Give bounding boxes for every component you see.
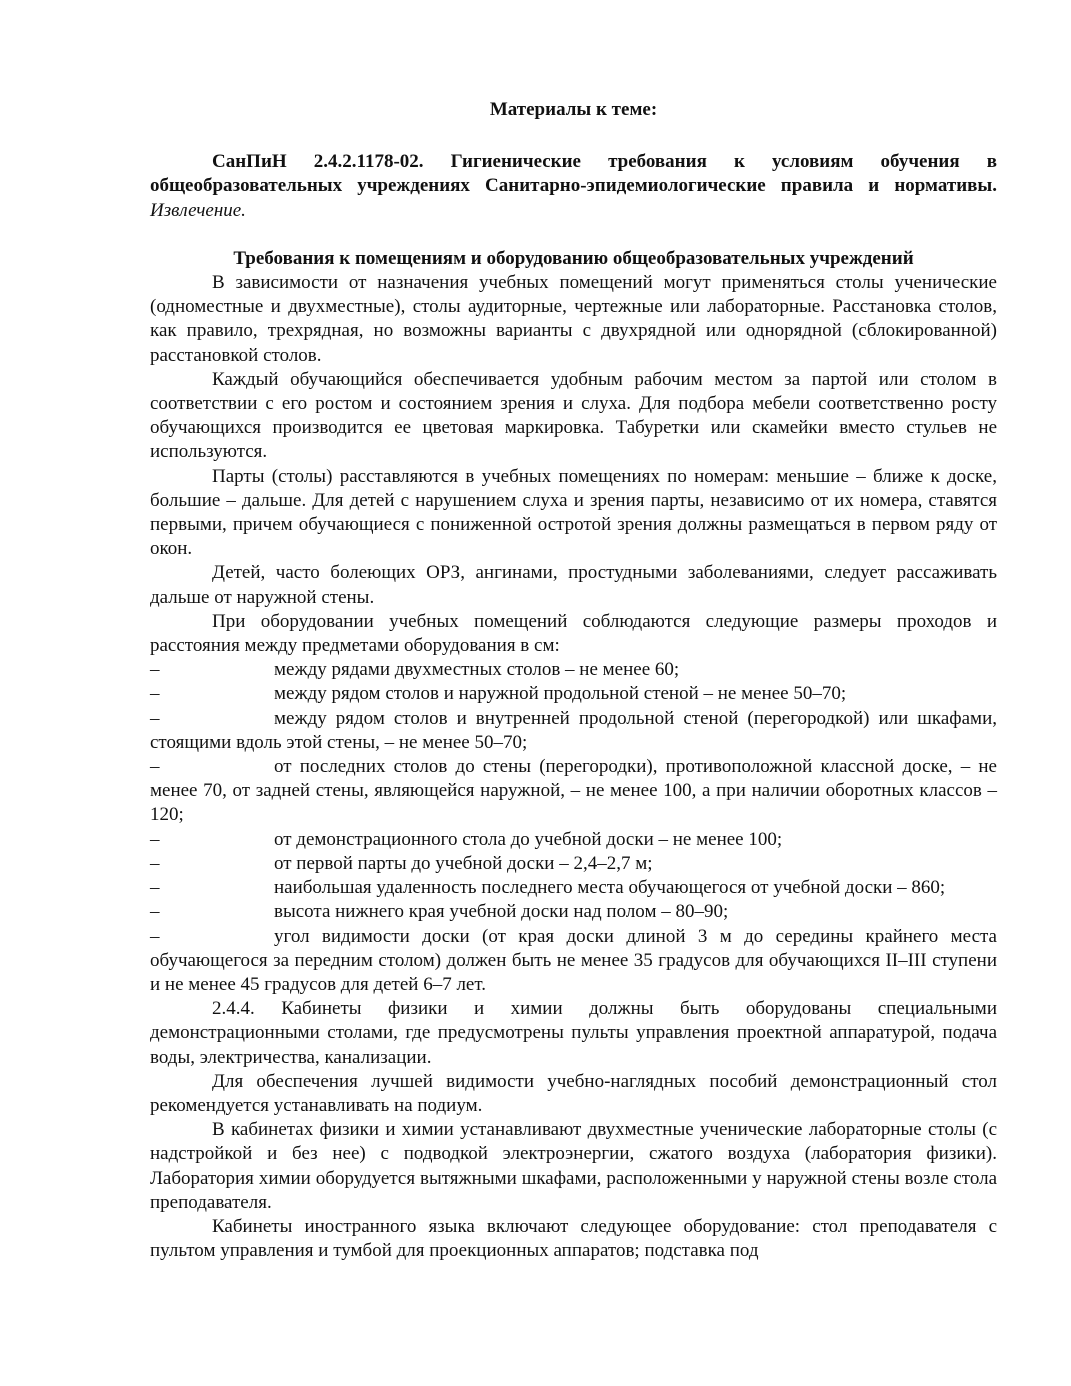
list-item-text: наибольшая удаленность последнего места обучающегося от учебной доски – 860; (274, 877, 946, 899)
list-item (150, 876, 997, 900)
list-dash: – (150, 756, 160, 778)
list-item-text: от последних столов до стены (перегородки), противоположной классной доске, – не менее 70, от задней стены, являющейся наружной, – не менее 100, а при наличии оборотных классов – 120; (150, 756, 997, 826)
list-item (150, 828, 997, 852)
list-item-text: от демонстрационного стола до учебной доски – не менее 100; (274, 828, 783, 850)
list-item (150, 755, 997, 828)
list-item-text: от первой парты до учебной доски – 2,4–2,7 м; (274, 852, 653, 874)
list-item (150, 900, 997, 924)
document-title-bold: СанПиН 2.4.2.1178-02. Гигиенические требования к условиям обучения в общеобразовательных учреждениях Санитарно-эпидемиологические правила и нормативы. (150, 151, 997, 197)
list-item (150, 707, 997, 755)
paragraph: Каждый обучающийся обеспечивается удобным рабочим местом за партой или столом в соответствии с его ростом и состоянием зрения и слуха. Для подбора мебели соответственно росту обучающихся производится ее цветовая маркировка. Табуретки или скамейки вместо стульев не используются. (150, 368, 997, 463)
list-item-text: угол видимости доски (от края доски длиной 3 м до середины крайнего места обучающегося за передним столом) должен быть не менее 35 градусов для обучающихся II–III ступени и не менее 45 градусов для детей 6–7 лет. (150, 925, 997, 995)
paragraph: В зависимости от назначения учебных помещений могут применяться столы ученические (одноместные и двухместные), столы аудиторные, чертежные или лабораторные. Расстановка столов, как правило, трехрядная, но возможны варианты с двухрядной или однорядной (сблокированной) расстановкой столов. (150, 272, 997, 366)
list-item (150, 682, 997, 706)
paragraph: При оборудовании учебных помещений соблюдаются следующие размеры проходов и расстояния между предметами оборудования в см: (150, 610, 997, 657)
list-dash: – (150, 877, 160, 899)
paragraph: Для обеспечения лучшей видимости учебно-наглядных пособий демонстрационный стол рекомендуется устанавливать на подиум. (150, 1070, 997, 1116)
paragraph: 2.4.4. Кабинеты физики и химии должны быть оборудованы специальными демонстрационными столами, где предусмотрены пульты управления проектной аппаратурой, подача воды, электричества, канализации. (150, 998, 997, 1068)
list-item-text: высота нижнего края учебной доски над полом – 80–90; (274, 901, 729, 923)
paragraph: Кабинеты иностранного языка включают следующее оборудование: стол преподавателя с пультом управления и тумбой для проекционных аппаратов; подставка под (150, 1215, 997, 1262)
paragraph: Парты (столы) расставляются в учебных помещениях по номерам: меньшие – ближе к доске, большие – дальше. Для детей с нарушением слуха и зрения парты, независимо от их номера, ставятся первыми, причем обучающиеся с пониженной остротой зрения должны размещаться в первом ряду от окон. (150, 465, 997, 560)
document-title (150, 150, 997, 223)
list-item-text: между рядом столов и внутренней продольной стеной (перегородкой) или шкафами, стоящими вдоль этой стены, – не менее 50–70; (150, 707, 997, 753)
list-item (150, 852, 997, 876)
materials-header: Материалы к теме: (489, 99, 658, 120)
list-dash: – (150, 659, 160, 681)
list-dash: – (150, 683, 160, 705)
list-dash: – (150, 828, 160, 850)
list-item-text: между рядами двухместных столов – не менее 60; (274, 659, 680, 681)
paragraph: В кабинетах физики и химии устанавливают двухместные ученические лабораторные столы (с надстройкой и без нее) с подводкой электроэнергии, сжатого воздуха (лаборатория физики). Лаборатория химии оборудуется вытяжными шкафами, расположенными у наружной стены возле стола преподавателя. (150, 1119, 997, 1213)
document-page (150, 98, 997, 1263)
section-heading: Требования к помещениям и оборудованию общеобразовательных учреждений (233, 247, 914, 269)
list-dash: – (150, 707, 160, 729)
paragraph: Детей, часто болеющих ОРЗ, ангинами, простудными заболеваниями, следует рассаживать дальше от наружной стены. (150, 562, 997, 608)
list-dash: – (150, 901, 160, 923)
document-title-extract: Извлечение. (150, 199, 246, 221)
list-dash: – (150, 852, 160, 874)
list-item (150, 658, 997, 682)
list-item-text: между рядом столов и наружной продольной стеной – не менее 50–70; (274, 683, 847, 705)
list-dash: – (150, 925, 160, 947)
list-item (150, 925, 997, 998)
